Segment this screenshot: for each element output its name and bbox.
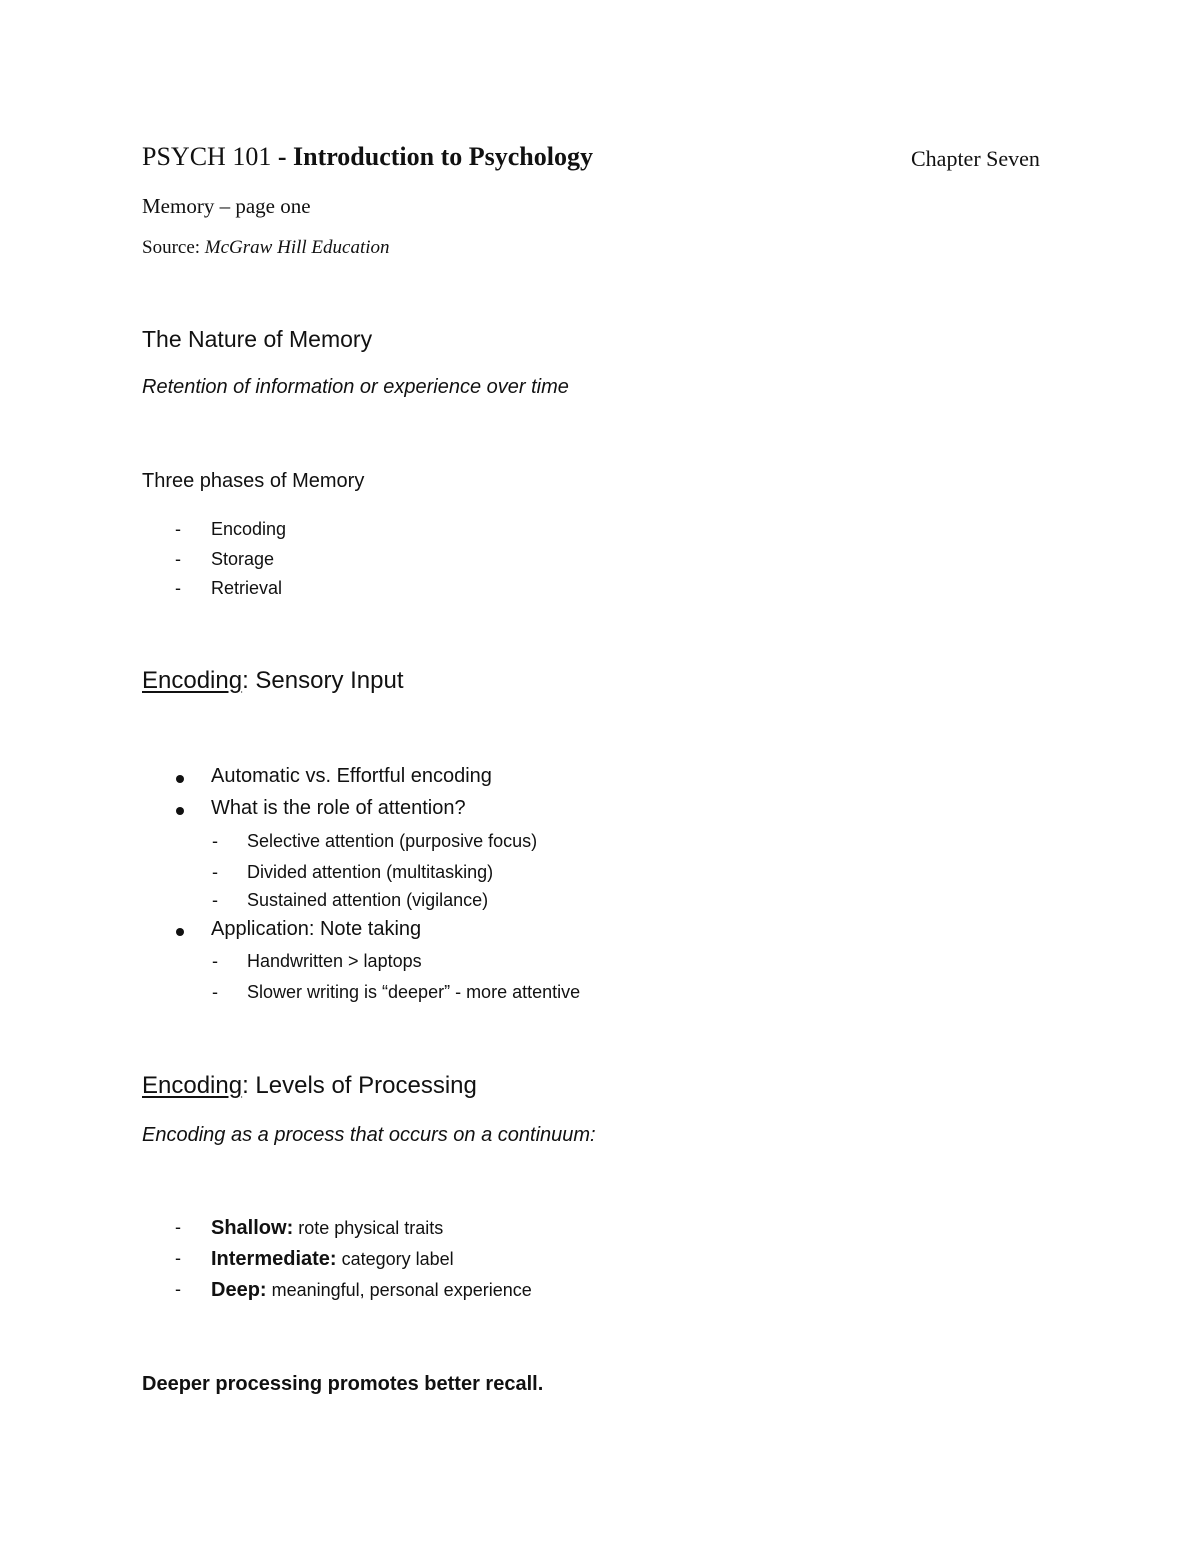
- heading-underlined-term: Encoding: [142, 1072, 243, 1099]
- level-term: Deep:: [211, 1279, 267, 1301]
- dash-marker: -: [175, 519, 181, 539]
- list-item: [175, 1279, 532, 1302]
- list-item: [175, 1248, 454, 1271]
- sub-item-label: Divided attention (multitasking): [247, 862, 494, 882]
- list-item: [175, 519, 286, 540]
- list-item: [212, 951, 422, 972]
- phase-label: Storage: [211, 549, 275, 569]
- page-subtitle: Memory – page one: [142, 194, 311, 218]
- bullet-item: What is the role of attention?: [211, 797, 466, 819]
- dash-marker: -: [212, 982, 218, 1002]
- dash-marker: -: [175, 1217, 181, 1237]
- course-code: PSYCH 101: [142, 142, 272, 171]
- dash-marker: -: [212, 951, 218, 971]
- sub-item-label: Sustained attention (vigilance): [247, 890, 489, 910]
- bullet-item: Application: Note taking: [211, 918, 422, 940]
- conclusion-text: Deeper processing promotes better recall.: [142, 1373, 544, 1395]
- level-term: Intermediate:: [211, 1248, 337, 1270]
- dash-marker: -: [212, 831, 218, 851]
- nature-heading: The Nature of Memory: [142, 326, 373, 352]
- list-item: [212, 890, 488, 911]
- bullet-icon: [176, 807, 184, 815]
- list-item: [212, 831, 537, 852]
- dash-marker: -: [212, 862, 218, 882]
- encoding-levels-intro: Encoding as a process that occurs on a continuum:: [142, 1124, 596, 1146]
- level-desc: category label: [336, 1249, 454, 1269]
- list-item: [175, 578, 282, 599]
- phase-label: Retrieval: [211, 578, 283, 598]
- level-desc: rote physical traits: [293, 1218, 444, 1238]
- course-title-line: [142, 142, 593, 172]
- sub-item-label: Selective attention (purposive focus): [247, 831, 538, 851]
- list-item: [212, 982, 580, 1003]
- title-separator: -: [271, 142, 293, 171]
- bullet-icon: [176, 928, 184, 936]
- level-term: Shallow:: [211, 1217, 294, 1239]
- list-item: [175, 549, 274, 570]
- dash-marker: -: [212, 890, 218, 910]
- dash-marker: -: [175, 549, 181, 569]
- bullet-item: Automatic vs. Effortful encoding: [211, 765, 492, 787]
- course-title: Introduction to Psychology: [293, 142, 593, 171]
- bullet-icon: [176, 775, 184, 783]
- dash-marker: -: [175, 578, 181, 598]
- sub-item-label: Slower writing is “deeper” - more attentive: [247, 982, 581, 1002]
- dash-marker: -: [175, 1248, 181, 1268]
- source-line: [142, 237, 390, 259]
- heading-rest: : Levels of Processing: [242, 1072, 477, 1099]
- nature-definition: Retention of information or experience over time: [142, 376, 569, 398]
- list-item: [212, 862, 493, 883]
- level-desc: meaningful, personal experience: [266, 1280, 532, 1300]
- chapter-label: Chapter Seven: [911, 146, 1040, 171]
- source-value: McGraw Hill Education: [204, 237, 390, 258]
- phase-label: Encoding: [211, 519, 287, 539]
- dash-marker: -: [175, 1279, 181, 1299]
- phases-heading: Three phases of Memory: [142, 470, 365, 492]
- encoding-sensory-heading: [142, 667, 404, 695]
- heading-underlined-term: Encoding: [142, 667, 243, 694]
- sub-item-label: Handwritten > laptops: [247, 951, 422, 971]
- heading-rest: : Sensory Input: [242, 667, 404, 694]
- source-label: Source:: [142, 237, 205, 258]
- encoding-levels-heading: [142, 1072, 477, 1100]
- list-item: [175, 1217, 443, 1240]
